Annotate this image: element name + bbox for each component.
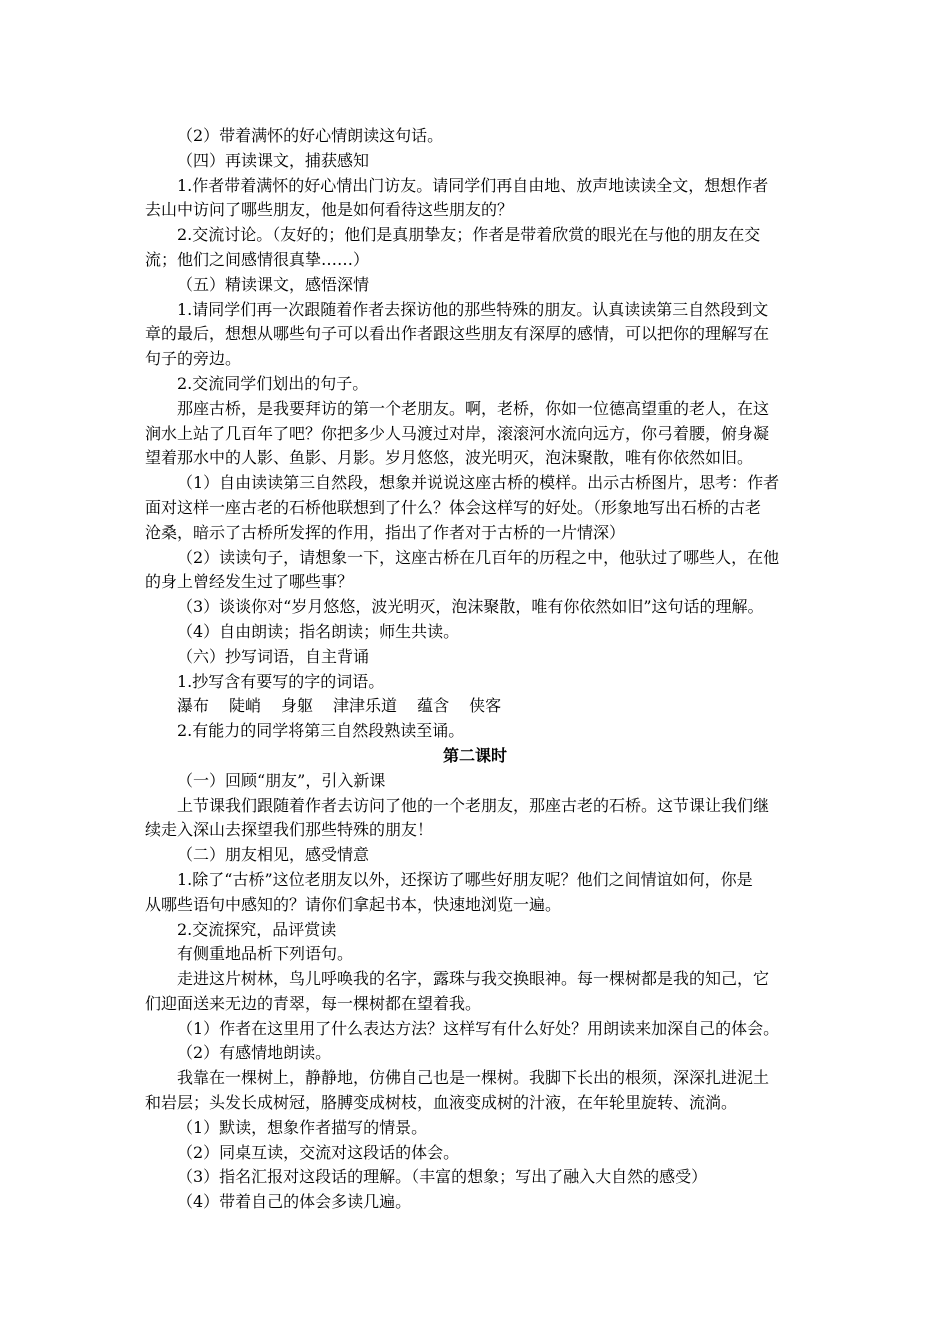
text-line: 流；他们之间感情很真挚……）	[145, 249, 370, 269]
text-line: 那座古桥，是我要拜访的第一个老朋友。啊，老桥，你如一位德高望重的老人，在这	[177, 398, 770, 418]
vocab-word: 陡峭	[229, 696, 262, 716]
text-line: （1）作者在这里用了什么表达方法？这样写有什么好处？用朗读来加深自己的体会。	[177, 1018, 780, 1038]
text-line: （2）读读句子，请想象一下，这座古桥在几百年的历程之中，他驮过了哪些人，在他	[177, 547, 780, 567]
text-line: 望着那水中的人影、鱼影、月影。岁月悠悠，波光明灭，泡沫聚散，唯有你依然如旧。	[145, 448, 754, 468]
text-line: 句子的旁边。	[145, 349, 242, 369]
text-line: 我靠在一棵树上，静静地，仿佛自己也是一棵树。我脚下长出的根须，深深扎进泥土	[177, 1068, 770, 1088]
text-line: 2.交流讨论。（友好的；他们是真朋挚友；作者是带着欣赏的眼光在与他的朋友在交	[177, 225, 761, 245]
text-line: 2.交流探究，品评赏读	[177, 919, 337, 939]
text-line: （一）回顾“朋友”，引入新课	[177, 770, 386, 790]
text-line: 去山中访问了哪些朋友，他是如何看待这些朋友的？	[145, 200, 514, 220]
text-line: （4）带着自己的体会多读几遍。	[177, 1192, 412, 1212]
text-line: 走进这片树林，鸟儿呼唤我的名字，露珠与我交换眼神。每一棵树都是我的知己，它	[177, 969, 770, 989]
text-line: （四）再读课文，捕获感知	[177, 150, 370, 170]
text-line: （3）谈谈你对“岁月悠悠，波光明灭，泡沫聚散，唯有你依然如旧”这句话的理解。	[177, 597, 764, 617]
text-line: 沧桑，暗示了古桥所发挥的作用，指出了作者对于古桥的一片情深）	[145, 522, 626, 542]
text-line: 2.交流同学们划出的句子。	[177, 373, 369, 393]
text-line: （二）朋友相见，感受情意	[177, 845, 370, 865]
text-line: 和岩层；头发长成树冠，胳膊变成树枝，血液变成树的汁液，在年轮里旋转、流淌。	[145, 1093, 738, 1113]
text-line: 1.除了“古桥”这位老朋友以外，还探访了哪些好朋友呢？他们之间情谊如何，你是	[177, 869, 753, 889]
text-line: 上节课我们跟随着作者去访问了他的一个老朋友，那座古老的石桥。这节课让我们继	[177, 795, 770, 815]
document-body	[145, 124, 805, 1215]
text-line: （2）同桌互读，交流对这段话的体会。	[177, 1142, 460, 1162]
vocab-word: 瀑布	[177, 696, 210, 716]
text-line: （1）默读，想象作者描写的情景。	[177, 1117, 428, 1137]
text-line: 的身上曾经发生过了哪些事？	[145, 572, 354, 592]
vocab-word: 津津乐道	[333, 696, 398, 716]
text-line: （2）带着满怀的好心情朗读这句话。	[177, 126, 444, 145]
text-line: 续走入深山去探望我们那些特殊的朋友！	[145, 820, 434, 840]
text-line: （4）自由朗读；指名朗读；师生共读。	[177, 621, 460, 641]
text-line: 1.抄写含有要写的字的词语。	[177, 671, 385, 691]
text-line: （五）精读课文，感悟深情	[177, 274, 370, 294]
text-line: （六）抄写词语，自主背诵	[177, 646, 370, 666]
vocab-list	[145, 694, 805, 719]
text-line: 2.有能力的同学将第三自然段熟读至诵。	[177, 721, 465, 741]
text-line: 涧水上站了几百年了吧？你把多少人马渡过对岸，滚滚河水流向远方，你弓着腰，俯身凝	[145, 423, 770, 443]
vocab-word: 侠客	[469, 696, 502, 716]
vocab-word: 身躯	[281, 696, 314, 716]
text-line: 章的最后，想想从哪些句子可以看出作者跟这些朋友有深厚的感情，可以把你的理解写在	[145, 324, 770, 344]
text-line: （2）有感情地朗读。	[177, 1043, 332, 1063]
text-line: （1）自由读读第三自然段，想象并说说这座古桥的模样。出示古桥图片，思考：作者	[177, 473, 780, 493]
text-line: 面对这样一座古老的石桥他联想到了什么？体会这样写的好处。（形象地写出石桥的古老	[145, 497, 762, 517]
text-line: （3）指名汇报对这段话的理解。（丰富的想象；写出了融入大自然的感受）	[177, 1167, 708, 1187]
text-line: 1.作者带着满怀的好心情出门访友。请同学们再自由地、放声地读读全文，想想作者	[177, 175, 769, 195]
text-line: 从哪些语句中感知的？请你们拿起书本，快速地浏览一遍。	[145, 894, 562, 914]
text-line: 1.请同学们再一次跟随着作者去探访他的那些特殊的朋友。认真读读第三自然段到文	[177, 299, 769, 319]
text-line: 有侧重地品析下列语句。	[177, 944, 354, 964]
text-line: 们迎面送来无边的青翠，每一棵树都在望着我。	[145, 993, 482, 1013]
section-heading: 第二课时	[442, 745, 507, 765]
vocab-word: 蕴含	[417, 696, 450, 716]
